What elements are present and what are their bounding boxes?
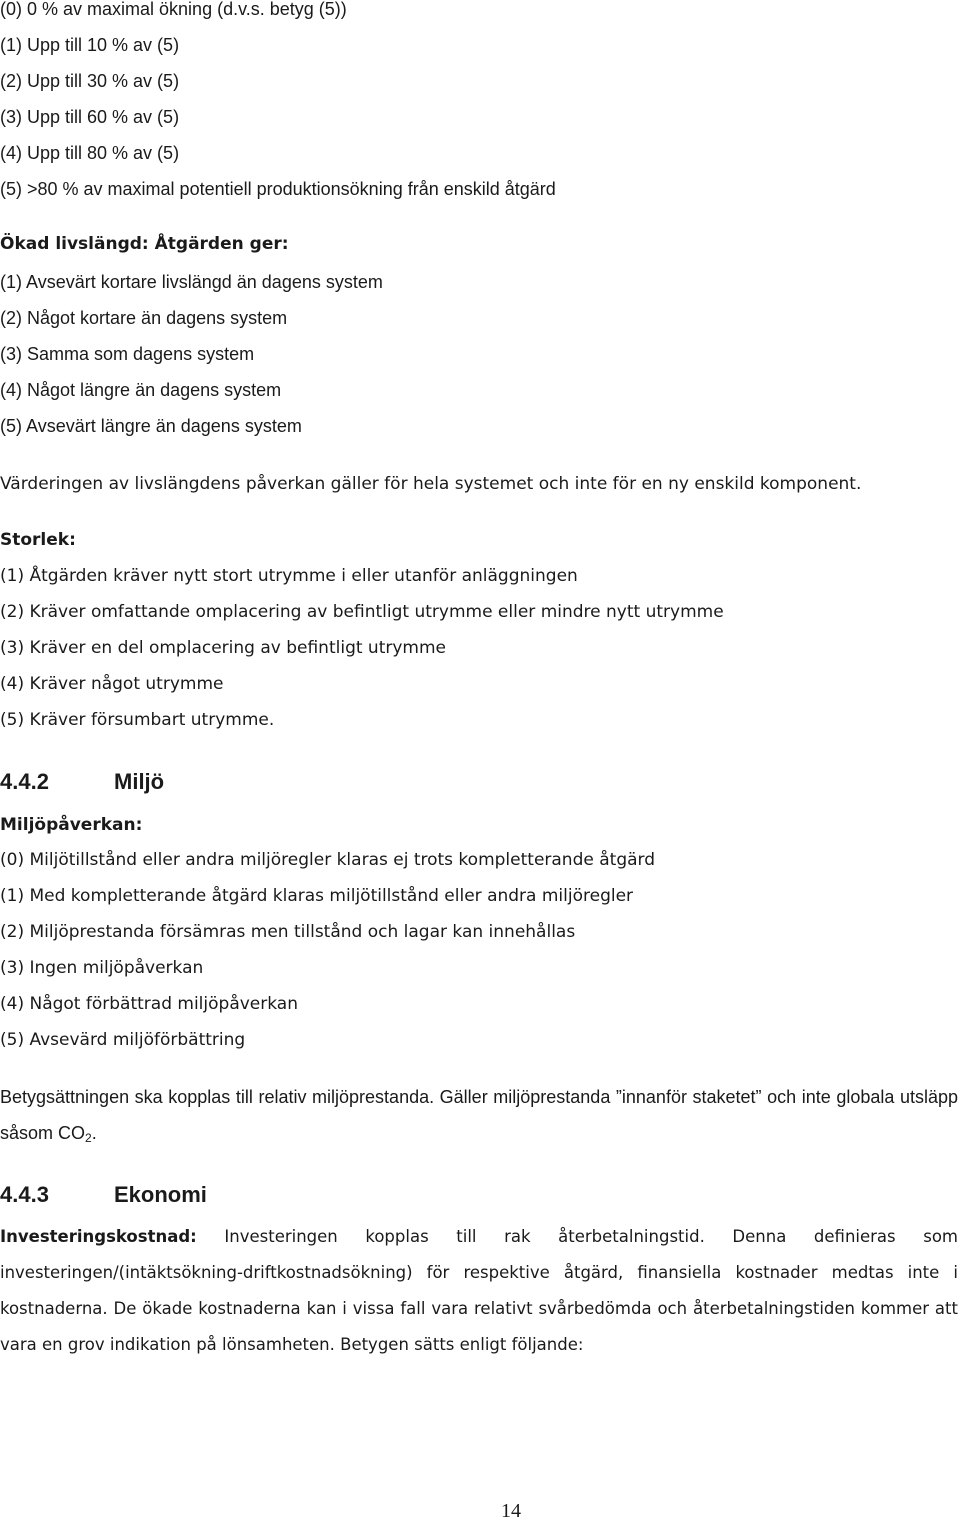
miljo-note-end: . <box>91 1123 97 1143</box>
storlek-heading: Storlek: <box>0 530 76 550</box>
ekonomi-paragraph <box>0 1219 958 1363</box>
investeringskostnad-lead: Investeringskostnad: <box>0 1227 197 1246</box>
page-number: 14 <box>501 1500 521 1522</box>
miljo-item: (2) Miljöprestanda försämras men tillstånd och lagar kan innehållas <box>0 922 576 942</box>
section-title: Ekonomi <box>114 1182 207 1207</box>
storlek-item: (3) Kräver en del omplacering av befintligt utrymme <box>0 638 447 658</box>
miljo-note <box>0 1079 958 1156</box>
livslangd-heading: Ökad livslängd: Åtgärden ger: <box>0 234 289 254</box>
section-heading-ekonomi <box>0 1182 207 1208</box>
storlek-item: (2) Kräver omfattande omplacering av befintligt utrymme eller mindre nytt utrymme <box>0 602 724 622</box>
section-number: 4.4.3 <box>0 1182 49 1207</box>
top-list-item: (1) Upp till 10 % av (5) <box>0 35 180 55</box>
miljo-item: (4) Något förbättrad miljöpåverkan <box>0 994 298 1014</box>
top-list-item: (5) >80 % av maximal potentiell produktionsökning från enskild åtgärd <box>0 179 556 199</box>
miljopaverkan-heading: Miljöpåverkan: <box>0 815 143 835</box>
top-list-item: (2) Upp till 30 % av (5) <box>0 71 180 91</box>
section-heading-miljo <box>0 769 164 795</box>
storlek-item: (5) Kräver försumbart utrymme. <box>0 710 275 730</box>
storlek-item: (4) Kräver något utrymme <box>0 674 224 694</box>
livslangd-item: (4) Något längre än dagens system <box>0 380 282 400</box>
livslangd-note: Värderingen av livslängdens påverkan gäller för hela systemet och inte för en ny enskild komponent. <box>0 474 862 494</box>
top-list-item: (3) Upp till 60 % av (5) <box>0 107 180 127</box>
section-title: Miljö <box>114 769 165 794</box>
livslangd-item: (5) Avsevärt längre än dagens system <box>0 416 302 436</box>
livslangd-item: (1) Avsevärt kortare livslängd än dagens system <box>0 272 383 292</box>
top-list-item: (4) Upp till 80 % av (5) <box>0 143 180 163</box>
miljo-note-text: Betygsättningen ska kopplas till relativ miljöprestanda. Gäller miljöprestanda ”innanför staketet” och inte globala utsläpp såsom CO <box>0 1087 958 1143</box>
livslangd-item: (3) Samma som dagens system <box>0 344 255 364</box>
section-number: 4.4.2 <box>0 769 49 794</box>
miljo-item: (3) Ingen miljöpåverkan <box>0 958 204 978</box>
storlek-item: (1) Åtgärden kräver nytt stort utrymme i eller utanför anläggningen <box>0 566 578 586</box>
top-list-item: (0) 0 % av maximal ökning (d.v.s. betyg (5)) <box>0 0 347 19</box>
miljo-item: (1) Med kompletterande åtgärd klaras miljötillstånd eller andra miljöregler <box>0 886 634 906</box>
miljo-item: (5) Avsevärd miljöförbättring <box>0 1030 246 1050</box>
miljo-item: (0) Miljötillstånd eller andra miljöregler klaras ej trots kompletterande åtgärd <box>0 850 656 870</box>
co2-subscript: 2 <box>85 1131 92 1145</box>
livslangd-item: (2) Något kortare än dagens system <box>0 308 288 328</box>
ekonomi-text: Investeringen kopplas till rak återbetalningstid. Denna definieras som investeringen/(intäktsökning-driftkostnadsökning) för respektive åtgärd, finansiella kostnader medtas inte i kostnaderna. De ökade kostnaderna kan i vissa fall vara relativt svårbedömda och återbetalningstiden kommer att vara en grov indikation på lönsamheten. Betygen sätts enligt följande: <box>0 1227 958 1354</box>
